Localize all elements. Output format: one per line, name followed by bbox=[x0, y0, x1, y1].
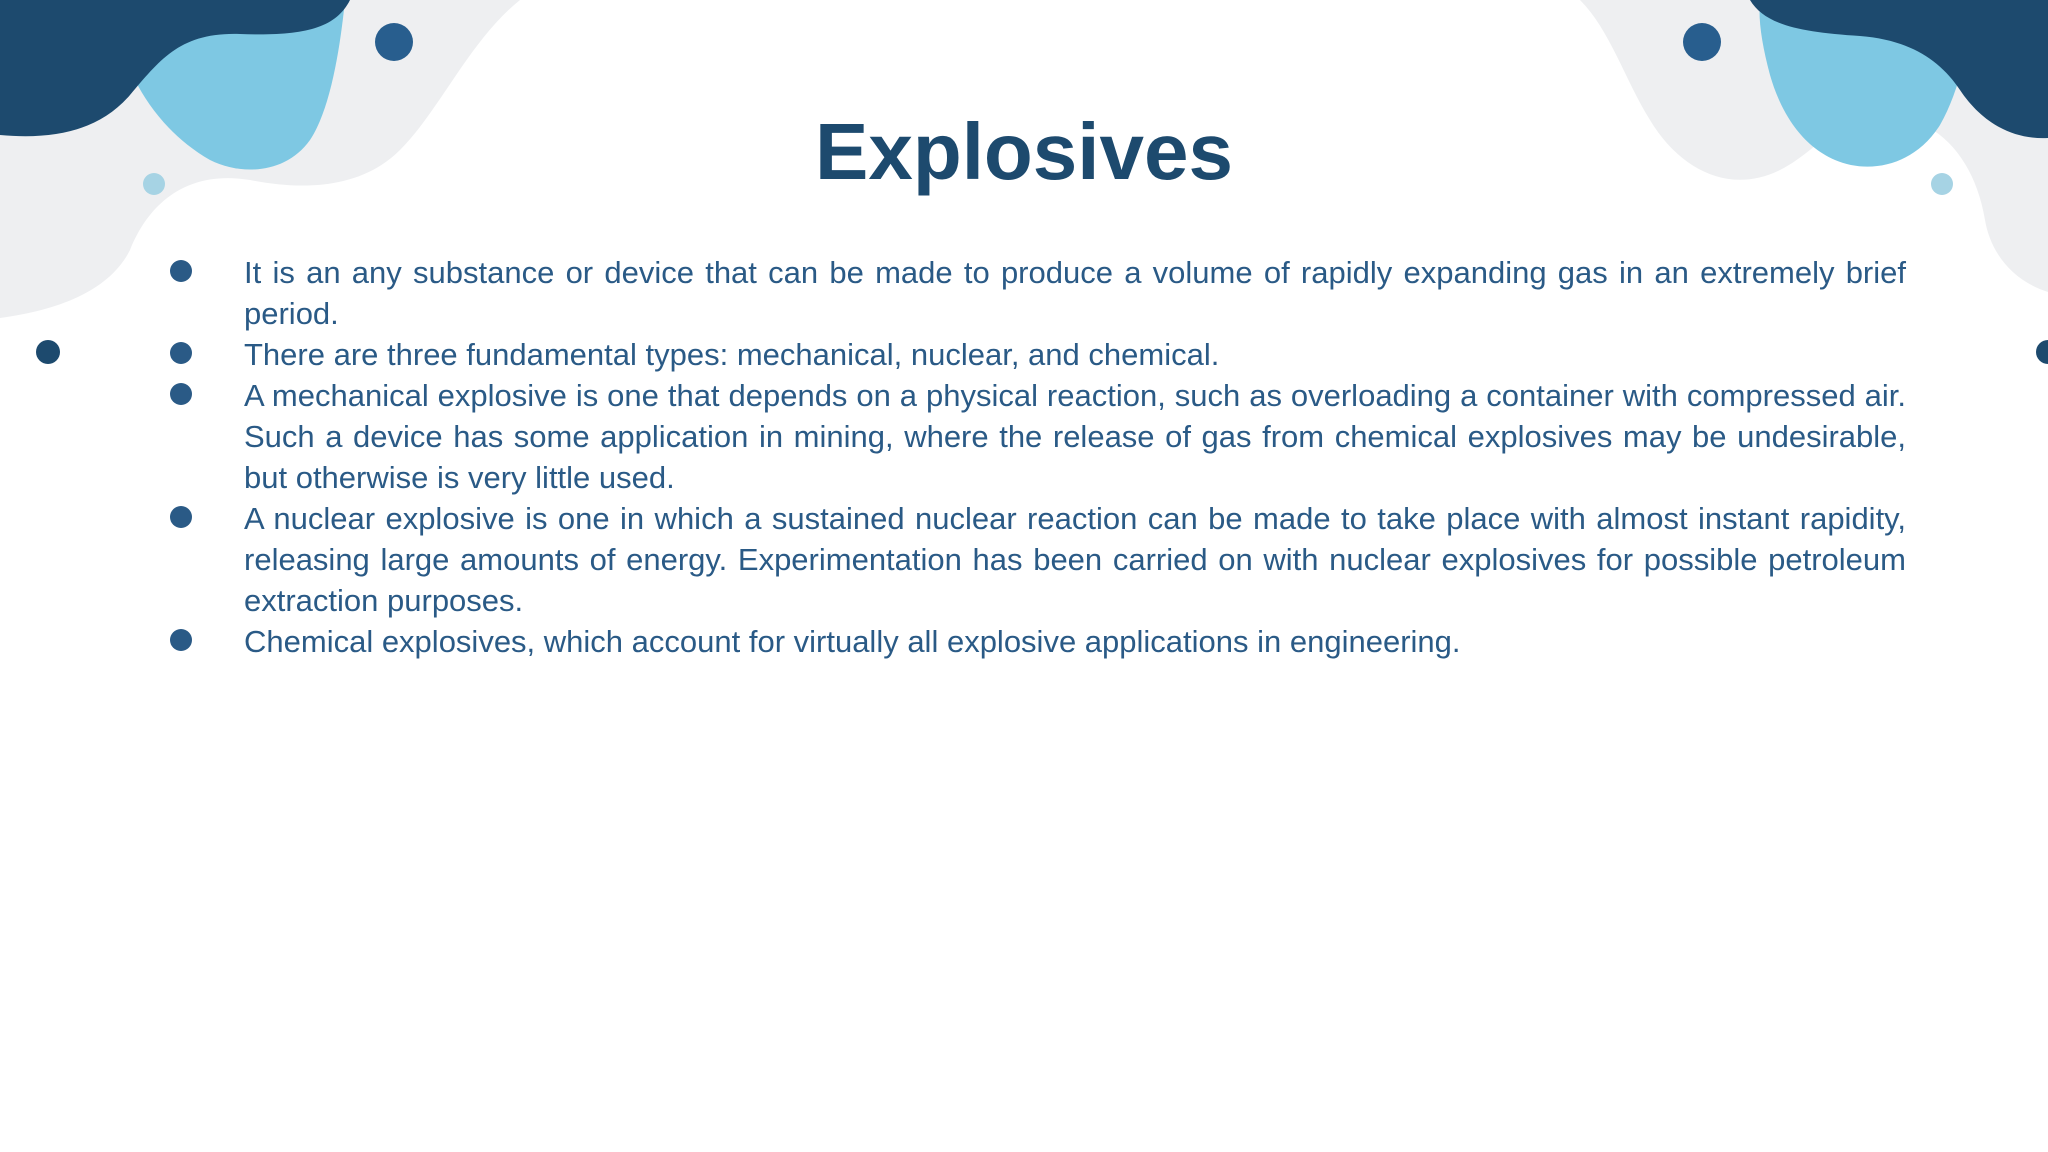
bullet-text: A nuclear explosive is one in which a sustained nuclear reaction can be made to take place with almost instant rapidity, releasing large amounts of energy. Experimentation has been carried on with nuclear explosives for possible petroleum extraction purposes. bbox=[244, 501, 1906, 618]
bullet-item bbox=[244, 498, 1906, 621]
bullet-text: It is an any substance or device that can be made to produce a volume of rapidly expanding gas in an extremely brief period. bbox=[244, 255, 1906, 331]
dot-right-top bbox=[1683, 23, 1721, 61]
slide-title: Explosives bbox=[814, 107, 1233, 196]
dot-left-top bbox=[375, 23, 413, 61]
bullet-item bbox=[244, 334, 1906, 375]
bullet-list bbox=[244, 252, 1906, 662]
bullet-dot-icon bbox=[170, 342, 192, 364]
dot-left-mid bbox=[36, 340, 60, 364]
bullet-text: There are three fundamental types: mechanical, nuclear, and chemical. bbox=[244, 337, 1220, 372]
bullet-dot-icon bbox=[170, 506, 192, 528]
dot-right-mid bbox=[2036, 340, 2048, 364]
bullet-dot-icon bbox=[170, 383, 192, 405]
bullet-text: Chemical explosives, which account for virtually all explosive applications in engineering. bbox=[244, 624, 1461, 659]
bullet-dot-icon bbox=[170, 260, 192, 282]
bullet-item bbox=[244, 252, 1906, 334]
bullet-text: A mechanical explosive is one that depends on a physical reaction, such as overloading a container with compressed air. Such a device has some application in mining, where the release of gas from chemical explosives may be undesirable, but otherwise is very little used. bbox=[244, 378, 1906, 495]
bullet-item bbox=[244, 375, 1906, 498]
bullet-dot-icon bbox=[170, 629, 192, 651]
bullet-item bbox=[244, 621, 1906, 662]
